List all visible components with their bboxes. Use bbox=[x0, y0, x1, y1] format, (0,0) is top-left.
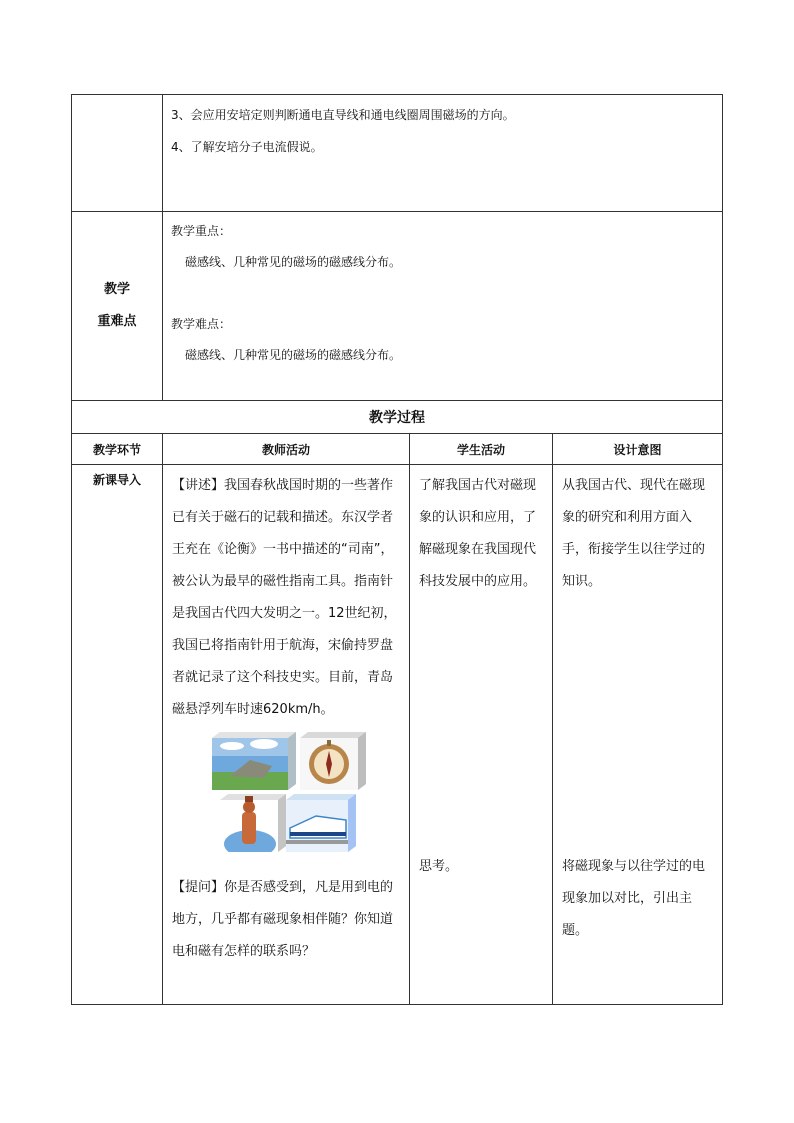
lesson-plan-table bbox=[71, 94, 723, 1005]
illustration-group bbox=[172, 732, 403, 862]
key-points-row bbox=[72, 212, 723, 401]
process-intro-row bbox=[72, 465, 723, 1005]
design-intent-cell bbox=[553, 465, 723, 1005]
compass-image bbox=[300, 732, 366, 790]
maglev-train-image bbox=[286, 794, 356, 852]
student-activity-1: 了解我国古代对磁现象的认识和应用，了解磁现象在我国现代科技发展中的应用。 bbox=[419, 478, 537, 589]
design-intent-1: 从我国古代、现代在磁现象的研究和利用方面入手，衔接学生以往学过的知识。 bbox=[562, 478, 706, 589]
header-student: 学生活动 bbox=[410, 434, 553, 465]
key-points-cell bbox=[163, 212, 723, 401]
process-title-row bbox=[72, 401, 723, 434]
header-stage: 教学环节 bbox=[72, 434, 163, 465]
teacher-activity-cell bbox=[163, 465, 410, 1005]
process-header-row bbox=[72, 434, 723, 465]
key-points-label-line1: 教学 bbox=[103, 282, 130, 297]
figurine-image bbox=[220, 794, 286, 852]
emphasis-title: 教学重点： bbox=[171, 224, 232, 238]
key-points-label bbox=[72, 212, 163, 401]
objective-item-4: 4、了解安培分子电流假说。 bbox=[171, 140, 323, 154]
key-points-label-line2: 重难点 bbox=[97, 314, 137, 329]
teacher-question: 【提问】你是否感受到，凡是用到电的地方，几乎都有磁现象相伴随？你知道电和磁有怎样的联系吗？ bbox=[172, 880, 394, 959]
stage-cell: 新课导入 bbox=[72, 465, 163, 1005]
emphasis-text: 磁感线、几种常见的磁场的磁感线分布。 bbox=[185, 255, 402, 269]
difficulty-text: 磁感线、几种常见的磁场的磁感线分布。 bbox=[185, 348, 402, 362]
teacher-narration: 【讲述】我国春秋战国时期的一些著作已有关于磁石的记载和描述。东汉学者王充在《论衡》一书中描述的“司南”，被公认为最早的磁性指南工具。指南针是我国古代四大发明之一。12世纪初，我国已将指南针用于航海，宋偷持罗盘者就记录了这个科技史实。目前，青岛磁悬浮列车时速620km/h。 bbox=[172, 478, 397, 717]
student-activity-cell bbox=[410, 465, 553, 1005]
objectives-row bbox=[72, 95, 723, 212]
header-teacher: 教师活动 bbox=[163, 434, 410, 465]
process-title: 教学过程 bbox=[72, 401, 723, 434]
student-activity-2: 思考。 bbox=[419, 859, 459, 874]
difficulty-title: 教学难点： bbox=[171, 317, 232, 331]
objectives-cell bbox=[163, 95, 723, 212]
sundial-image bbox=[212, 732, 296, 790]
header-intent: 设计意图 bbox=[553, 434, 723, 465]
design-intent-2: 将磁现象与以往学过的电现象加以对比，引出主题。 bbox=[562, 859, 706, 938]
objective-item-3: 3、会应用安培定则判断通电直导线和通电线圈周围磁场的方向。 bbox=[171, 108, 515, 122]
objectives-label-cell bbox=[72, 95, 163, 212]
